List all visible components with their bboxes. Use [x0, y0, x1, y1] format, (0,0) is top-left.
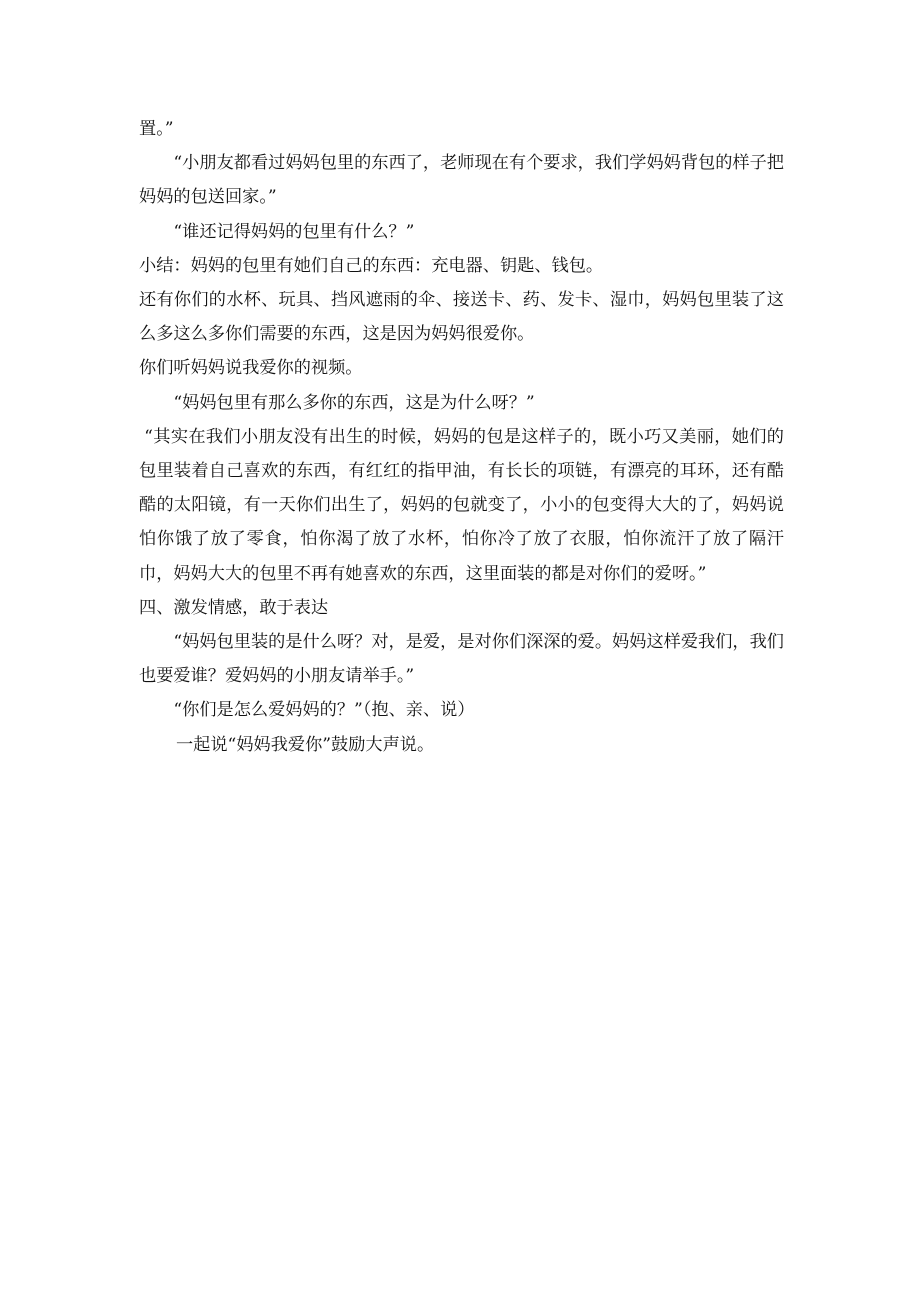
section-heading-four: 四、激发情感，敢于表达	[139, 597, 329, 618]
paragraph-say-together: 一起说“妈妈我爱你”鼓励大声说。	[175, 734, 435, 755]
paragraph-quote-how-love: “你们是怎么爱妈妈的？”（抱、亲、说）	[173, 700, 475, 721]
paragraph-summary: 小结：妈妈的包里有她们自己的东西：充电器、钥匙、钱包。	[139, 255, 604, 276]
paragraph-continuation: 置。”	[139, 119, 174, 139]
paragraph-quote-love: “妈妈包里装的是什么呀？对，是爱，是对你们深深的爱。妈妈这样爱我们，我们也要爱谁？爱妈妈的小朋友请举手。”	[139, 632, 784, 687]
paragraph-story: “其实在我们小朋友没有出生的时候，妈妈的包是这样子的，既小巧又美丽，她们的包里装着自己喜欢的东西，有红红的指甲油，有长长的项链，有漂亮的耳环，还有酷酷的太阳镜，有一天你们出生了，妈妈的包就变了，小小的包变得大大的了，妈妈说怕你饿了放了零食，怕你渴了放了水杯，怕你冷了放了衣服，怕你流汗了放了隔汗巾，妈妈大大的包里不再有她喜欢的东西，这里面装的都是对你们的爱呀。”	[139, 426, 784, 584]
paragraph-quote-why: “妈妈包里有那么多你的东西，这是为什么呀？”	[173, 392, 535, 413]
paragraph-quote-send-bag-home: “小朋友都看过妈妈包里的东西了，老师现在有个要求，我们学妈妈背包的样子把妈妈的包送回家。”	[139, 153, 784, 208]
paragraph-your-things: 还有你们的水杯、玩具、挡风遮雨的伞、接送卡、药、发卡、湿巾，妈妈包里装了这么多这么多你们需要的东西，这是因为妈妈很爱你。	[139, 290, 784, 345]
paragraph-video: 你们听妈妈说我爱你的视频。	[139, 358, 363, 379]
document-body	[139, 112, 784, 762]
paragraph-quote-who-remembers: “谁还记得妈妈的包里有什么？”	[173, 221, 415, 242]
